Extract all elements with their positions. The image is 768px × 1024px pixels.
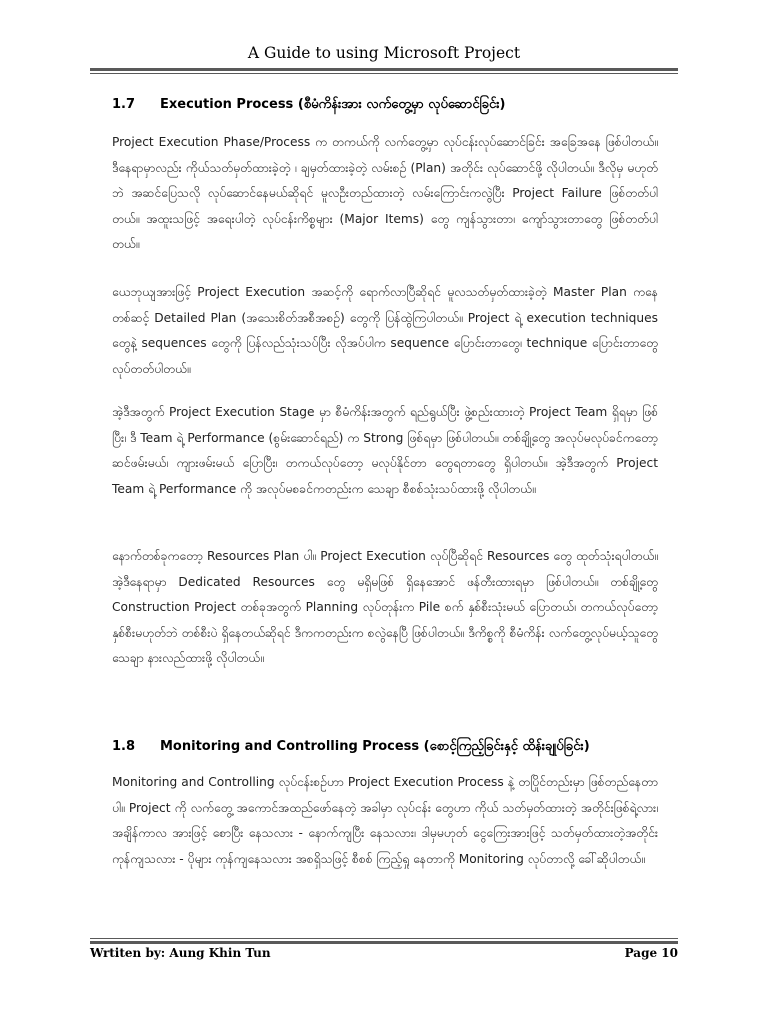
section-number: 1.8 bbox=[112, 739, 136, 754]
footer-author: Wrtiten by: Aung Khin Tun bbox=[90, 946, 271, 960]
section-title: Monitoring and Controlling Process (စောင့်ကြည့်ခြင်းနှင့် ထိန်းချုပ်ခြင်း) bbox=[160, 739, 590, 754]
page-number: Page 10 bbox=[624, 946, 678, 960]
paragraph: Project Execution Phase/Process က တကယ်ကို လက်တွေ့မှာ လုပ်ငန်းလုပ်ဆောင်ခြင်း အခြေအနေ ဖြစ်ပါတယ်။ ဒီနေရာမှာလည်း ကိုယ်သတ်မှတ်ထားခဲ့တဲ့ ၊ ချမှတ်ထားခဲ့တဲ့ လမ်းစဉ် (Plan) အတိုင်း လုပ်ဆောင်ဖို့ လိုပါတယ်။ ဒီလိုမှ မဟုတ်ဘဲ အဆင်ပြေသလို လုပ်ဆောင်နေမယ်ဆိုရင် မူလဦးတည်ထားတဲ့ လမ်းကြောင်းကလွဲပြီး Project Failure ဖြစ်တတ်ပါတယ်။ အထူးသဖြင့် အရေးပါတဲ့ လုပ်ငန်းကိစ္စများ (Major Items) တွေ ကျန်သွားတာ၊ ကျော်သွားတာတွေ ဖြစ်တတ်ပါတယ်။ bbox=[112, 135, 658, 251]
section-heading-1-8 bbox=[112, 738, 658, 757]
section-heading-1-7 bbox=[112, 96, 658, 115]
footer-divider bbox=[90, 938, 678, 944]
header-divider bbox=[90, 68, 678, 74]
section-title: Execution Process (စီမံကိန်းအား လက်တွေ့မှာ လုပ်ဆောင်ခြင်း) bbox=[160, 97, 506, 112]
paragraph: ယေဘုယျအားဖြင့် Project Execution အဆင့်ကို ရောက်လာပြီဆိုရင် မူလသတ်မှတ်ထားခဲ့တဲ့ Master Plan ကနေတစ်ဆင့် Detailed Plan (အသေးစိတ်အစီအစဉ်) တွေကို ပြန်ထွဲကြပါတယ်။ Project ရဲ့ execution techniques တွေနဲ့ sequences တွေကို ပြန်လည်သုံးသပ်ပြီး လိုအပ်ပါက sequence ပြောင်းတာတွေ၊ technique ပြောင်းတာတွေ လုပ်တတ်ပါတယ်။ bbox=[112, 285, 658, 376]
paragraph: အဲ့ဒီအတွက် Project Execution Stage မှာ စီမံကိန်းအတွက် ရည်ရွယ်ပြီး ဖွဲ့စည်းထားတဲ့ Project Team ရှိရမှာ ဖြစ်ပြီး၊ ဒီ Team ရဲ့ Performance (စွမ်းဆောင်ရည်) က Strong ဖြစ်ရမှာ ဖြစ်ပါတယ်။ တစ်ချို့တွေ အလုပ်မလုပ်ခင်ကတော့ ဆင်ဖမ်းမယ်၊ ကျားဖမ်းမယ် ပြောပြီး၊ တကယ်လုပ်တော့ မလုပ်နိုင်တာ တွေရတာတွေ ရှိပါတယ်။ အဲ့ဒီအတွက် Project Team ရဲ့ Performance ကို အလုပ်မစခင်ကတည်းက သေချာ စီစစ်သုံးသပ်ထားဖို့ လိုပါတယ်။ bbox=[112, 405, 658, 496]
paragraph: Monitoring and Controlling လုပ်ငန်းစဉ်ဟာ Project Execution Process နဲ့ တပြိုင်တည်းမှာ ဖြစ်တည်နေတာပါ။ Project ကို လက်တွေ့ အကောင်အထည်ဖော်နေတဲ့ အခါမှာ လုပ်ငန်း တွေဟာ ကိုယ် သတ်မှတ်ထားတဲ့ အတိုင်းဖြစ်ရဲ့လား၊ အချိန်ကာလ အားဖြင့် စောပြီး နေသလား - နောက်ကျပြီး နေသလား၊ ဒါမှမဟုတ် ငွေကြေးအားဖြင့် သတ်မှတ်ထားတဲ့အတိုင်း ကုန်ကျသလား - ပိုများ ကုန်ကျနေသလား အစရှိသဖြင့် စီစစ် ကြည့်ရှု နေတာကို Monitoring လုပ်တာလို့ ခေါ်ဆိုပါတယ်။ bbox=[112, 775, 658, 866]
paragraph: နောက်တစ်ခုကတော့ Resources Plan ပါ။ Project Execution လုပ်ပြီဆိုရင် Resources တွေ ထုတ်သုံးရပါတယ်။ အဲ့ဒီနေရာမှာ Dedicated Resources တွေ မရှိမဖြစ် ရှိနေအောင် ဖန်တီးထားရမှာ ဖြစ်ပါတယ်။ တစ်ချို့တွေ Construction Project တစ်ခုအတွက် Planning လုပ်တုန်းက Pile စက် နှစ်စီးသုံးမယ် ပြောတယ်၊ တကယ်လုပ်တော့ နှစ်စီးမဟုတ်ဘဲ တစ်စီးပဲ ရှိနေတယ်ဆိုရင် ဒီကကတည်းက စလွဲနေပြီ ဖြစ်ပါတယ်။ ဒီကိစ္စကို စီမံကိန်း လက်တွေ့လုပ်မယ့်သူတွေ သေချာ နားလည်ထားဖို့ လိုပါတယ်။ bbox=[112, 549, 658, 665]
section-number: 1.7 bbox=[112, 97, 136, 112]
page-header-title: A Guide to using Microsoft Project bbox=[247, 44, 521, 62]
